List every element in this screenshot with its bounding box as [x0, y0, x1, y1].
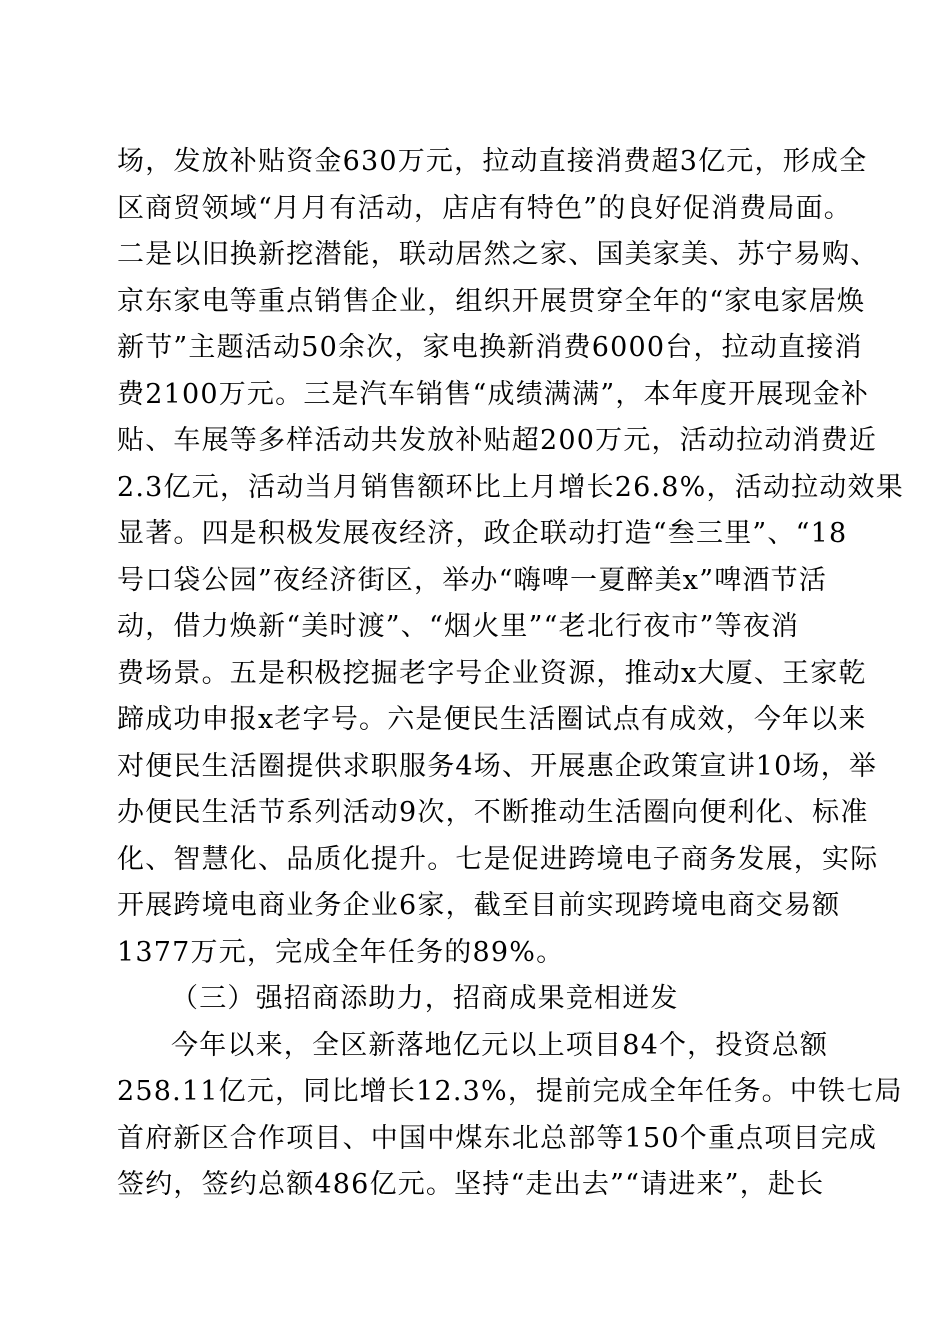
body-line: 签约，签约总额486亿元。坚持“走出去”“请进来”，赴长 [117, 1169, 825, 1200]
section-heading: （三）强招商添助力，招商成果竞相迸发 [171, 983, 679, 1014]
body-line: 京东家电等重点销售企业，组织开展贯穿全年的“家电家居焕 [117, 286, 866, 317]
body-line: 场，发放补贴资金630万元，拉动直接消费超3亿元，形成全 [117, 146, 868, 177]
body-line: 化、智慧化、品质化提升。七是促进跨境电子商务发展，实际 [117, 844, 879, 875]
body-line: 开展跨境电商业务企业6家，截至目前实现跨境电商交易额 [117, 890, 841, 921]
body-line: 费场景。五是积极挖掘老字号企业资源，推动x大厦、王家乾 [117, 658, 867, 689]
body-line: 新节”主题活动50余次，家电换新消费6000台，拉动直接消 [117, 332, 863, 363]
body-line: 显著。四是积极发展夜经济，政企联动打造“叁三里”、“18 [117, 518, 848, 549]
body-line: 办便民生活节系列活动9次，不断推动生活圈向便利化、标准 [117, 797, 869, 828]
body-line: 对便民生活圈提供求职服务4场、开展惠企政策宣讲10场，举 [117, 751, 878, 782]
body-line: 2.3亿元，活动当月销售额环比上月增长26.8%，活动拉动效果 [117, 472, 904, 503]
body-line: 动，借力焕新“美时渡”、“烟火里”“老北行夜市”等夜消 [117, 611, 800, 642]
body-line: 区商贸领域“月月有活动，店店有特色”的良好促消费局面。 [117, 193, 853, 224]
body-line: 首府新区合作项目、中国中煤东北总部等150个重点项目完成 [117, 1123, 878, 1154]
body-line: 号口袋公园”夜经济街区，举办“嗨啤一夏醉美x”啤酒节活 [117, 565, 828, 596]
body-line: 贴、车展等多样活动共发放补贴超200万元，活动拉动消费近 [117, 425, 878, 456]
body-line: 258.11亿元，同比增长12.3%，提前完成全年任务。中铁七局 [117, 1076, 903, 1107]
body-line: 蹄成功申报x老字号。六是便民生活圈试点有成效，今年以来 [117, 704, 867, 735]
body-line: 1377万元，完成全年任务的89%。 [117, 937, 565, 968]
body-line: 二是以旧换新挖潜能，联动居然之家、国美家美、苏宁易购、 [117, 239, 879, 270]
body-line: 今年以来，全区新落地亿元以上项目84个，投资总额 [171, 1030, 829, 1061]
body-line: 费2100万元。三是汽车销售“成绩满满”，本年度开展现金补 [117, 379, 870, 410]
